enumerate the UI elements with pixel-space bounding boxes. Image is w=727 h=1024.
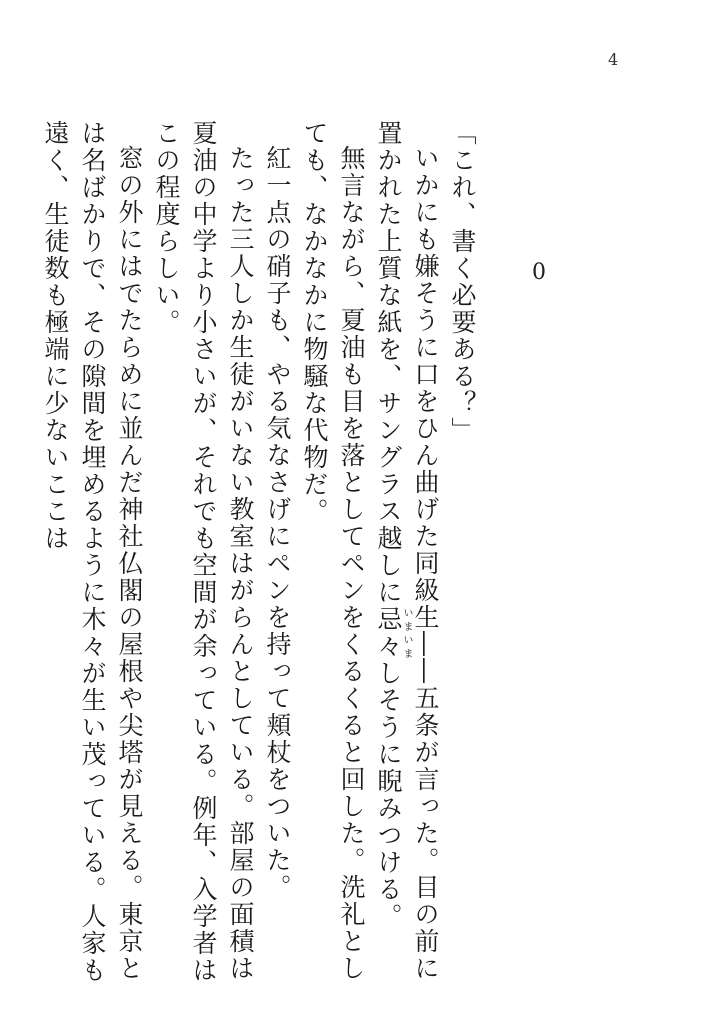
paragraph-4: 紅一点の硝子も、やる気なさげにペンを持って頬杖をついた。 <box>263 145 292 901</box>
paragraph-2-after: しそうに睨みつける。 <box>374 660 403 930</box>
paragraph-2-text: いかにも嫌そうに口をひん曲げた同級生――五条が言った。目の前に置かれた上質な紙を、サングラス越しに <box>374 120 440 982</box>
paragraph-1: 「これ、書く必要ある？」 <box>448 120 477 444</box>
ruby-base: 忌々 <box>374 606 403 660</box>
body-text <box>37 120 481 990</box>
paragraph-6: 窓の外にはでたらめに並んだ神社仏閣の屋根や尖塔が見える。東京とは名ばかりで、その隙間を埋めるように木々が生い茂っている。人家も遠く、生徒数も極端に少ないここは <box>41 120 144 984</box>
chapter-number: 0 <box>532 260 546 285</box>
paragraph-3: 無言ながら、夏油も目を落としてペンをくるくると回した。洗礼としても、なかなかに物騒な代物だ。 <box>300 120 366 982</box>
paragraph-5: たった三人しか生徒がいない教室はがらんとしている。部屋の面積は夏油の中学より小さいが、それでも空間が余っている。例年、入学者はこの程度らしい。 <box>152 120 255 984</box>
ruby-reading: いまいま <box>401 606 412 660</box>
ruby-imaima <box>374 606 412 660</box>
paragraph-2 <box>370 120 444 990</box>
page-number: 4 <box>608 50 619 69</box>
